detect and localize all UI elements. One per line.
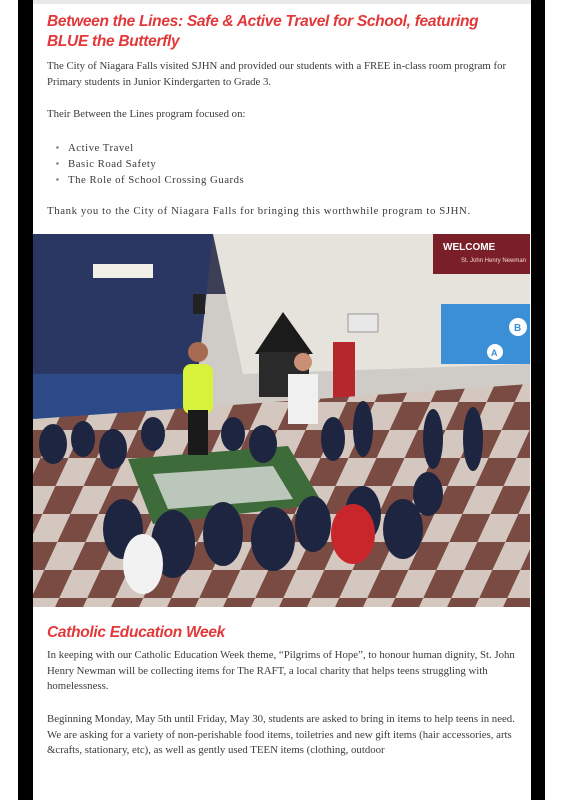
- list-item: ▪ Active Travel: [56, 140, 244, 156]
- cew-paragraph-1: In keeping with our Catholic Education Week theme, “Pilgrims of Hope”, to honour human dignity, St. John Henry Newman will be collecting items for The RAFT, a local charity that helps teens struggling with homelessness.: [47, 649, 515, 692]
- screen-letter-b: B: [514, 323, 522, 334]
- article-title-between-the-lines: Between the Lines: Safe & Active Travel for School, featuring BLUE the Butterfly: [47, 13, 479, 50]
- right-margin-bar: [531, 0, 545, 800]
- cew-paragraph-2: Beginning Monday, May 5th until Friday, May 30, students are asked to bring in items to help teens in need. We are asking for a variety of non-perishable food items, toiletries and new gift items (hair accessories, arts &crafts, stationary, etc), as well as gently used TEEN items (clothing, outdoor: [47, 713, 515, 756]
- focus-list: [56, 140, 244, 188]
- list-item: ▪ Basic Road Safety: [56, 156, 244, 172]
- top-divider: [33, 0, 531, 4]
- banner-text: WELCOME: [443, 242, 496, 253]
- thank-you-text: Thank you to the City of Niagara Falls for bringing this worthwhile program to SJHN.: [47, 205, 471, 217]
- list-item: ▪ The Role of School Crossing Guards: [56, 172, 244, 188]
- banner-sub: St. John Henry Newman: [461, 258, 527, 264]
- screen-letter-a: A: [491, 348, 498, 358]
- gym-class-photo: [33, 234, 530, 607]
- article-title-catholic-education-week: Catholic Education Week: [47, 624, 225, 641]
- article-intro: The City of Niagara Falls visited SJHN and provided our students with a FREE in-class room program for Primary students in Junior Kindergarten to Grade 3.: [47, 60, 507, 88]
- focus-heading: Their Between the Lines program focused on:: [47, 108, 246, 120]
- left-margin-bar: [18, 0, 33, 800]
